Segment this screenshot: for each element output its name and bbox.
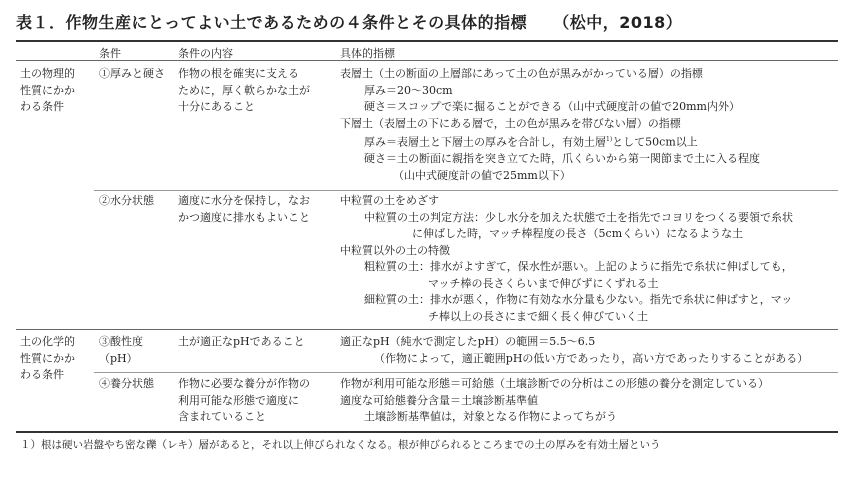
table-title-text: 表１．作物生産にとってよい土であるための４条件とその具体的指標 <box>16 13 528 32</box>
indicator-line: 表層土（土の断面の上層部にあって土の色が黒みがかっている層）の指標 <box>340 67 703 80</box>
group-label-line: 土の化学的 <box>20 335 75 348</box>
group-label-line: 土の物理的 <box>20 67 75 80</box>
content-acidity <box>178 334 305 351</box>
content-thickness-hardness <box>178 66 310 116</box>
row-divider <box>94 372 838 373</box>
indicator-line: 下層土（表層土の下にある層で，土の色が黒みを帯びない層）の指標 <box>340 116 681 130</box>
condition-label: ④養分状態 <box>99 377 154 390</box>
indicator-line: 粗粒質の土：排水がよすぎて，保水性が悪い。上記のように指先で糸状に伸ばしても， <box>364 260 793 273</box>
indicator-line: 適正なpH（純水で測定したpH）の範囲＝5.5～6.5 <box>340 335 596 348</box>
table-bottom-rule <box>16 431 838 433</box>
condition-label: ①厚みと硬さ <box>99 67 165 80</box>
table-citation: （松中，2018） <box>553 13 683 32</box>
indicator-text: として50cm以上 <box>612 135 698 149</box>
indicator-line: 硬さ＝スコップで楽に掘ることができる（山中式硬度計の値で20mm内外） <box>364 100 740 113</box>
indicator-line: （作物によって，適正範囲pHの低い方であったり，高い方であったりすることがある） <box>374 351 809 365</box>
indicator-line: 作物が利用可能な形態＝可給態（土壌診断での分析はこの形態の養分を測定している） <box>340 377 769 390</box>
indicator-line: 硬さ＝土の断面に親指を突き立てた時，爪くらいから第一関節まで土に入る程度 <box>364 152 760 166</box>
indicator-line: 中粒質の土の判定方法：少し水分を加えた状態で土を指先でコヨリをつくる要領で糸状 <box>364 210 793 224</box>
table-footnote: １）根は硬い岩盤やち密な礫（レキ）層があると，それ以上伸びられなくなる。根が伸びられるところまでの土の厚みを有効土層という <box>20 439 661 451</box>
indicator-line: 厚み＝20～30cm <box>364 83 453 97</box>
content-line: ために，厚く軟らかな土が <box>178 83 310 97</box>
header-condition: 条件 <box>99 47 121 60</box>
footnote-marker: 1) <box>606 136 613 143</box>
group-physical <box>20 66 92 116</box>
condition-label: ③酸性度 <box>99 335 143 348</box>
table-top-rule <box>16 40 838 42</box>
header-indicator: 具体的指標 <box>340 47 395 60</box>
indicator-line: チ棒以上の長さにまで細く長く伸びていく土 <box>428 309 648 323</box>
indicator-line: 土壌診断基準値は，対象となる作物によってちがう <box>364 410 617 423</box>
indicator-line: に伸ばした時，マッチ棒程度の長さ（5cmくらい）になるような土 <box>412 227 744 240</box>
group-divider <box>16 329 838 330</box>
condition-thickness-hardness <box>99 66 165 83</box>
content-line: 適度に水分を保持し，なお <box>178 194 310 207</box>
table-title <box>16 10 682 33</box>
group-chemical <box>20 334 92 384</box>
header-bottom-rule <box>16 60 838 61</box>
group-label-line: 性質にかか <box>20 351 75 365</box>
indicator-line: 中粒質以外の土の特徴 <box>340 243 450 257</box>
condition-label: （pH） <box>99 351 138 365</box>
indicator-line: （山中式硬度計の値で25mm以下） <box>393 168 571 182</box>
condition-label: ②水分状態 <box>99 194 154 207</box>
content-moisture <box>178 193 310 226</box>
indicator-line: 適度な可給態養分含量＝土壌診断基準値 <box>340 393 538 407</box>
indicator-line: 細粒質の土：排水が悪く，作物に有効な水分量も少ない。指先で糸状に伸ばすと，マッ <box>364 293 793 306</box>
indicator-thickness-hardness <box>340 66 760 184</box>
indicator-line: マッチ棒の長さくらいまで伸びずにくずれる土 <box>428 276 659 290</box>
indicator-line: 中粒質の土をめざす <box>340 194 439 207</box>
content-line: 作物の根を確実に支える <box>178 67 299 80</box>
indicator-text: 厚み＝表層土と下層土の厚みを合計し，有効土層 <box>364 135 606 149</box>
row-divider <box>94 190 838 191</box>
condition-acidity <box>99 334 143 367</box>
content-line: 土が適正なpHであること <box>178 335 305 348</box>
header-content: 条件の内容 <box>178 47 233 60</box>
content-nutrients <box>178 376 310 426</box>
group-label-line: わる条件 <box>20 100 64 113</box>
content-line: 含まれていること <box>178 410 266 423</box>
group-label-line: わる条件 <box>20 368 64 381</box>
group-label-line: 性質にかか <box>20 83 75 97</box>
condition-moisture <box>99 193 154 210</box>
content-line: かつ適度に排水もよいこと <box>178 210 310 224</box>
indicator-moisture <box>340 193 793 325</box>
indicator-nutrients <box>340 376 769 426</box>
indicator-acidity <box>340 334 808 367</box>
content-line: 十分にあること <box>178 100 255 113</box>
indicator-line <box>340 132 760 151</box>
condition-nutrients <box>99 376 154 393</box>
content-line: 利用可能な形態で適度に <box>178 393 299 407</box>
content-line: 作物に必要な養分が作物の <box>178 377 310 390</box>
